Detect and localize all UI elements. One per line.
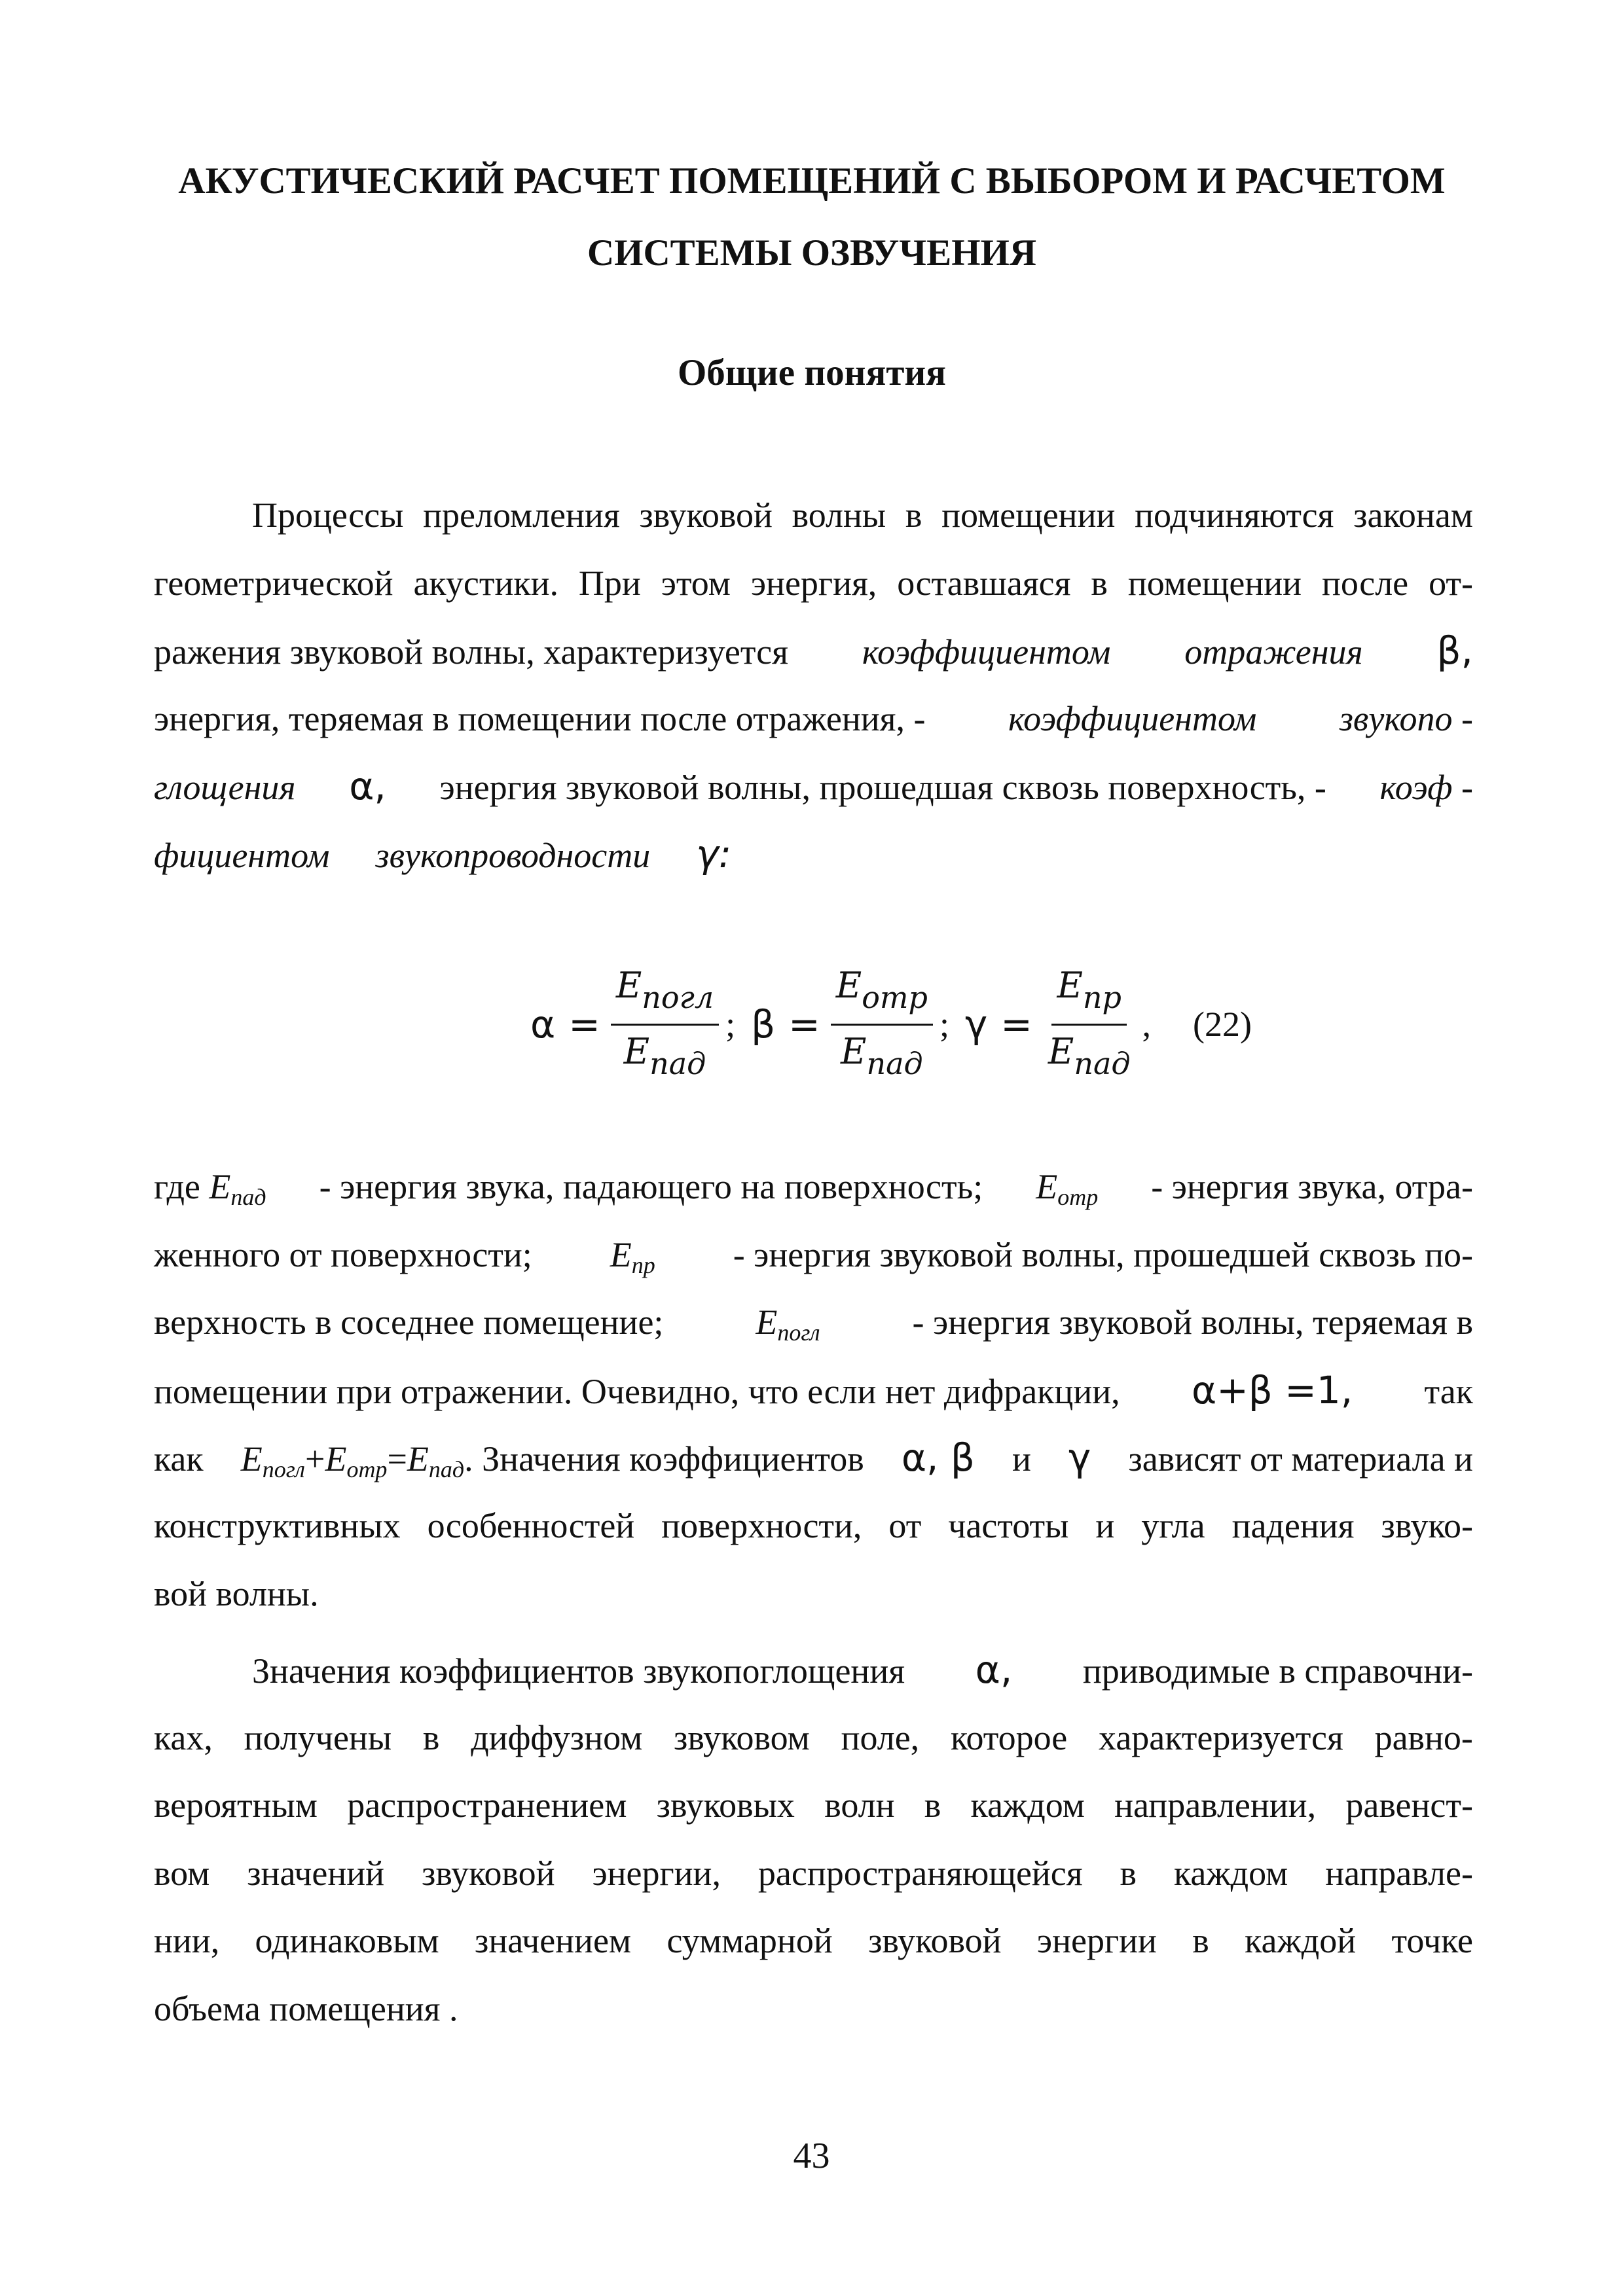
word: поле, [841,1717,920,1757]
word: вероятным [154,1785,318,1825]
text-run: энергия звуковой волны, прошедшая сквозь поверхность, - [439,768,1326,808]
subscript: пад [866,1045,923,1081]
p2-line-6 [154,1492,1473,1560]
p3-line-1 [154,1636,1473,1704]
word: звуковом [674,1717,810,1757]
symbol-gamma: γ: [696,831,732,876]
symbol-gamma: γ [1068,1435,1091,1480]
p2-line-1 [154,1153,1473,1221]
var-E: E [756,1302,778,1342]
symbol-gamma: γ [964,1002,988,1047]
p1-line-3 [154,617,1473,685]
subscript: отр [862,979,928,1015]
word: где [154,1167,200,1206]
word: получены [244,1717,392,1757]
subscript: погл [777,1319,820,1346]
fraction-beta [831,962,933,1087]
p2-line-4 [154,1357,1473,1425]
symbol-alpha: α [530,1002,556,1047]
word: ках, [154,1717,213,1757]
p2-line-3 [154,1289,1473,1357]
term-italic: коэффициентом [862,632,1111,672]
separator: ; [939,1005,949,1044]
denominator [835,1026,928,1087]
word: волны [792,495,886,535]
text-run [610,1221,655,1300]
word: каждом [970,1785,1085,1825]
symbol-beta: β, [1436,628,1473,673]
text-run: женного от поверхности; [154,1234,532,1274]
word: каждой [1245,1921,1357,1961]
term-italic: коэф - [1379,768,1473,808]
paragraph-3 [154,1636,1473,2043]
numerator [611,962,719,1026]
word: помещении [941,495,1116,535]
text-run: - энергия звука, отра- [1151,1167,1473,1206]
p1-line-1 [154,482,1473,550]
text-run: помещении при отражении. Очевидно, что если нет дифракции, [154,1371,1120,1411]
var-E: E [841,1030,867,1072]
term-italic: отражения [1184,632,1363,672]
symbol-alpha: α, [349,764,386,809]
page-title [118,145,1506,289]
text-run [1036,1153,1098,1232]
separator: , [1142,1005,1152,1044]
var-E: E [615,964,642,1006]
var-E: E [835,964,862,1006]
text-run: Значения коэффициентов звукопоглощения [252,1651,905,1691]
subscript: пр [1082,979,1122,1015]
p2-line-2 [154,1221,1473,1289]
term-italic: глощения [154,768,296,808]
p1-line-5 [154,753,1473,821]
word: значений [247,1853,385,1893]
numerator [831,962,933,1026]
word: диффузном [471,1717,643,1757]
word: в [905,495,922,535]
p1-line-2 [154,550,1473,618]
term-italic: звукопо - [1339,698,1473,738]
term-italic: звукопроводности [375,835,651,875]
var-E: E [1057,964,1083,1006]
word: равенст- [1345,1785,1473,1825]
term-italic: фициентом [154,835,330,875]
text-run [756,1289,820,1367]
word: падения [1231,1505,1355,1545]
var-E: E [610,1234,632,1274]
var-E: E [209,1167,231,1206]
word: от [888,1505,922,1545]
word: после [1322,563,1409,603]
word: суммарной [666,1921,833,1961]
numerator [1051,962,1127,1026]
word: Процессы [252,495,404,535]
word: звуковой [422,1853,555,1893]
word: акустики. [413,563,558,603]
p3-line-4 [154,1840,1473,1908]
word: звуко- [1381,1505,1473,1545]
word: распространением [347,1785,627,1825]
word: нии, [154,1921,220,1961]
var-E: E [1048,1030,1074,1072]
equation-inline: α+β =1, [1191,1367,1353,1412]
denominator [1043,1026,1136,1087]
word: направле- [1325,1853,1473,1893]
fraction-gamma [1043,962,1136,1087]
term-italic: коэффициентом [1008,698,1257,738]
word: преломления [423,495,620,535]
denominator [619,1026,712,1087]
word: от- [1429,563,1473,603]
p3-line-2 [154,1704,1473,1772]
formula-22 [524,949,1252,1100]
p2-line-7 [154,1560,1473,1628]
p3-line-5 [154,1907,1473,1975]
paragraph-1 [154,482,1473,889]
text-run: ражения звуковой волны, характеризуется [154,632,788,672]
word: вом [154,1853,210,1893]
separator: ; [725,1005,736,1044]
text-run: приводимые в справочни- [1082,1651,1473,1691]
subscript: погл [262,1456,305,1483]
symbol-beta: β [751,1002,776,1047]
word: в [422,1717,440,1757]
var-E: E [240,1439,263,1479]
var-E: E [407,1439,429,1479]
text-run: - энергия звуковой волны, прошедшей сквозь по- [733,1234,1473,1274]
plus-sign: + [304,1439,325,1479]
subscript: отр [1057,1184,1099,1210]
page-number: 43 [793,2136,830,2176]
word: каждом [1173,1853,1288,1893]
word: распространяющейся [757,1853,1083,1893]
var-E: E [1036,1167,1058,1206]
word: направлении, [1114,1785,1317,1825]
word: звуковой [868,1921,1002,1961]
symbols-alpha-beta: α, β [901,1435,975,1480]
p1-line-4 [154,685,1473,753]
fraction-alpha [611,962,719,1087]
section-heading: Общие понятия [677,352,947,393]
text-run: энергия, теряемая в помещении после отражения, - [154,698,926,738]
var-E: E [623,1030,650,1072]
title-line-1: АКУСТИЧЕСКИЙ РАСЧЕТ ПОМЕЩЕНИЙ С ВЫБОРОМ И РАСЧЕТОМ [178,160,1446,202]
text-run [154,1153,266,1232]
text-run: вой волны. [154,1573,319,1613]
word: равно- [1374,1717,1473,1757]
word: звуковых [656,1785,795,1825]
word: угла [1141,1505,1205,1545]
word: энергии, [592,1853,721,1893]
p3-line-3 [154,1772,1473,1840]
word: частоты [948,1505,1069,1545]
subscript: пад [649,1045,706,1081]
word: законам [1353,495,1473,535]
word: При [578,563,641,603]
text-run: - энергия звука, падающего на поверхность; [319,1167,983,1206]
word: энергия, [750,563,877,603]
word: волн [824,1785,895,1825]
word: которое [950,1717,1068,1757]
p1-line-6 [154,821,1473,889]
word: и [1012,1439,1031,1479]
text-run: . Значения коэффициентов [464,1439,864,1479]
word: как [154,1439,204,1479]
title-line-2: СИСТЕМЫ ОЗВУЧЕНИЯ [587,232,1037,274]
word: характеризуется [1099,1717,1343,1757]
word: помещении [1127,563,1302,603]
word: энергии [1036,1921,1157,1961]
symbol-alpha: α, [975,1647,1013,1692]
equals-sign: = [568,1002,600,1047]
equals-sign: = [788,1002,820,1047]
subscript: пад [428,1456,465,1483]
word: оставшаяся [897,563,1071,603]
p3-line-6 [154,1975,1473,2043]
p2-line-5 [154,1424,1473,1492]
word: в [1091,563,1108,603]
subscript: пад [1074,1045,1131,1081]
paragraph-2 [154,1153,1473,1628]
word: в [1120,1853,1137,1893]
var-E: E [325,1439,347,1479]
word: точке [1391,1921,1473,1961]
equation-number: (22) [1193,1005,1252,1044]
subscript: пр [631,1251,655,1278]
subscript: отр [346,1456,388,1483]
subscript: погл [642,979,714,1015]
subscript: пад [230,1184,266,1210]
word: одинаковым [255,1921,439,1961]
word: подчиняются [1135,495,1334,535]
text-run: - энергия звуковой волны, теряемая в [912,1302,1473,1342]
word: поверхности, [661,1505,862,1545]
word: этом [661,563,731,603]
word: в [924,1785,941,1825]
text-run: так [1424,1371,1473,1411]
word: значением [475,1921,632,1961]
word: геометрической [154,563,393,603]
word: в [1192,1921,1209,1961]
text-run: объема помещения . [154,1988,458,2028]
equals-sign: = [1000,1002,1032,1047]
word: и [1095,1505,1115,1545]
equals-sign: = [387,1439,407,1479]
text-run: верхность в соседнее помещение; [154,1302,664,1342]
word: особенностей [427,1505,635,1545]
word: звуковой [639,495,773,535]
text-run: зависят от материала и [1128,1439,1473,1479]
word: конструктивных [154,1505,401,1545]
